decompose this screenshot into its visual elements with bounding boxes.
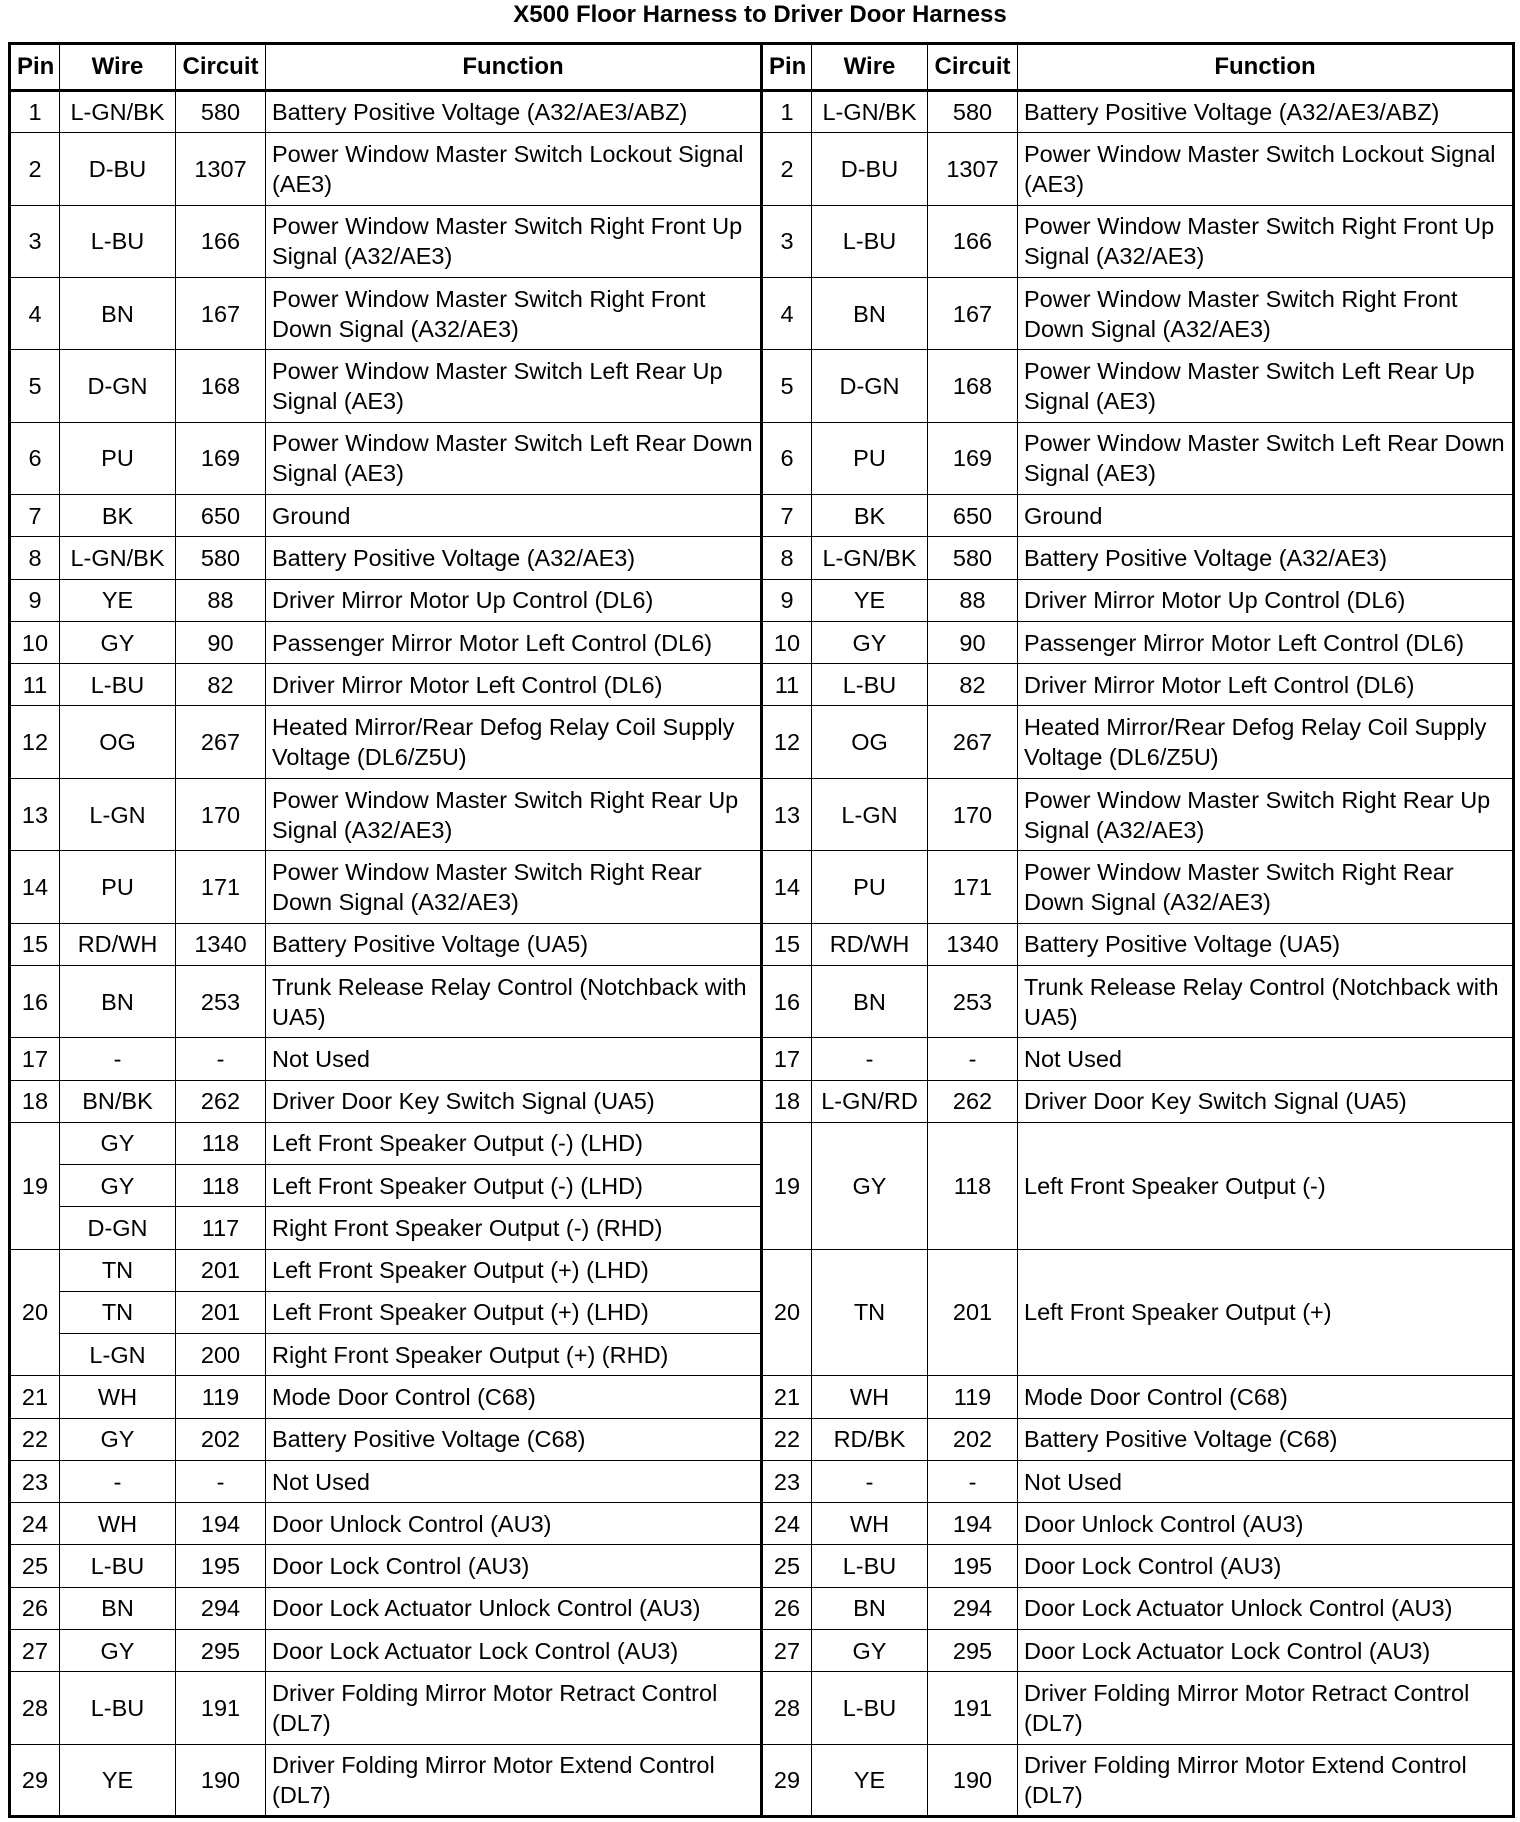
wire-cell: GY	[60, 621, 176, 663]
table-row	[10, 579, 1514, 621]
circuit-cell: 1340	[176, 923, 266, 965]
circuit-cell: -	[176, 1460, 266, 1502]
pin-cell: 19	[10, 1122, 60, 1249]
wire-cell: WH	[60, 1503, 176, 1545]
function-cell: Power Window Master Switch Lockout Signal (AE3)	[1018, 133, 1514, 205]
circuit-cell: 200	[176, 1334, 266, 1376]
function-cell: Door Lock Actuator Lock Control (AU3)	[1018, 1629, 1514, 1671]
wire-cell: TN	[60, 1249, 176, 1291]
function-cell: Power Window Master Switch Right Front Down Signal (A32/AE3)	[266, 278, 762, 350]
wire-cell: -	[812, 1460, 928, 1502]
circuit-cell: 194	[928, 1503, 1018, 1545]
table-row	[10, 1744, 1514, 1816]
circuit-cell: 294	[928, 1587, 1018, 1629]
pin-cell: 9	[10, 579, 60, 621]
circuit-cell: 650	[176, 495, 266, 537]
function-cell: Battery Positive Voltage (C68)	[266, 1418, 762, 1460]
pin-cell: 21	[10, 1376, 60, 1418]
circuit-cell: 650	[928, 495, 1018, 537]
table-row	[10, 91, 1514, 133]
function-cell: Not Used	[266, 1460, 762, 1502]
header-function: Function	[266, 44, 762, 91]
circuit-cell: 169	[176, 422, 266, 494]
header-function: Function	[1018, 44, 1514, 91]
function-cell: Power Window Master Switch Lockout Signal (AE3)	[266, 133, 762, 205]
circuit-cell: 82	[928, 664, 1018, 706]
circuit-cell: 166	[928, 205, 1018, 277]
pin-cell: 8	[10, 537, 60, 579]
circuit-cell: 88	[176, 579, 266, 621]
pin-cell: 22	[10, 1418, 60, 1460]
pin-cell: 1	[762, 91, 812, 133]
pin-cell: 2	[762, 133, 812, 205]
pin-cell: 4	[762, 278, 812, 350]
function-cell: Ground	[266, 495, 762, 537]
wire-cell: BK	[812, 495, 928, 537]
wire-cell: BN	[60, 1587, 176, 1629]
function-cell: Door Lock Control (AU3)	[266, 1545, 762, 1587]
circuit-cell: 201	[176, 1249, 266, 1291]
function-cell: Left Front Speaker Output (+) (LHD)	[266, 1291, 762, 1333]
wire-cell: L-GN/BK	[812, 537, 928, 579]
circuit-cell: 118	[176, 1165, 266, 1207]
function-cell: Left Front Speaker Output (-)	[1018, 1122, 1514, 1249]
wire-cell: D-GN	[60, 350, 176, 422]
table-row	[10, 664, 1514, 706]
circuit-cell: 195	[176, 1545, 266, 1587]
wire-cell: L-GN/BK	[60, 91, 176, 133]
pin-cell: 14	[10, 851, 60, 923]
circuit-cell: 167	[928, 278, 1018, 350]
pin-cell: 23	[762, 1460, 812, 1502]
wire-cell: RD/WH	[812, 923, 928, 965]
table-row	[10, 851, 1514, 923]
function-cell: Driver Door Key Switch Signal (UA5)	[266, 1080, 762, 1122]
circuit-cell: 580	[176, 91, 266, 133]
wire-cell: GY	[812, 1122, 928, 1249]
table-row	[10, 1503, 1514, 1545]
header-circuit: Circuit	[928, 44, 1018, 91]
pin-cell: 10	[10, 621, 60, 663]
header-wire: Wire	[812, 44, 928, 91]
circuit-cell: 295	[176, 1629, 266, 1671]
table-row	[10, 278, 1514, 350]
wire-cell: BN	[812, 1587, 928, 1629]
pin-cell: 12	[762, 706, 812, 778]
table-row	[10, 1376, 1514, 1418]
circuit-cell: 171	[928, 851, 1018, 923]
wire-cell: L-GN	[812, 778, 928, 850]
table-row	[10, 205, 1514, 277]
wire-cell: RD/WH	[60, 923, 176, 965]
wire-cell: GY	[60, 1418, 176, 1460]
circuit-cell: 267	[928, 706, 1018, 778]
pin-cell: 27	[10, 1629, 60, 1671]
table-row	[10, 1460, 1514, 1502]
header-row	[10, 44, 1514, 91]
pin-cell: 5	[10, 350, 60, 422]
function-cell: Battery Positive Voltage (UA5)	[1018, 923, 1514, 965]
table-row	[10, 621, 1514, 663]
circuit-cell: 90	[176, 621, 266, 663]
wire-cell: TN	[812, 1249, 928, 1376]
pin-cell: 26	[762, 1587, 812, 1629]
circuit-cell: 118	[928, 1122, 1018, 1249]
circuit-cell: 1340	[928, 923, 1018, 965]
function-cell: Not Used	[266, 1038, 762, 1080]
wire-cell: L-BU	[812, 1672, 928, 1744]
pin-cell: 25	[10, 1545, 60, 1587]
wire-cell: OG	[812, 706, 928, 778]
function-cell: Driver Door Key Switch Signal (UA5)	[1018, 1080, 1514, 1122]
wire-cell: RD/BK	[812, 1418, 928, 1460]
wire-cell: L-GN/BK	[60, 537, 176, 579]
pin-cell: 6	[762, 422, 812, 494]
function-cell: Not Used	[1018, 1038, 1514, 1080]
circuit-cell: 117	[176, 1207, 266, 1249]
function-cell: Battery Positive Voltage (A32/AE3)	[1018, 537, 1514, 579]
function-cell: Driver Mirror Motor Up Control (DL6)	[1018, 579, 1514, 621]
circuit-cell: 191	[928, 1672, 1018, 1744]
function-cell: Ground	[1018, 495, 1514, 537]
wire-cell: PU	[60, 851, 176, 923]
pin-cell: 29	[10, 1744, 60, 1816]
function-cell: Door Lock Actuator Unlock Control (AU3)	[266, 1587, 762, 1629]
pin-cell: 1	[10, 91, 60, 133]
function-cell: Driver Folding Mirror Motor Extend Control (DL7)	[1018, 1744, 1514, 1816]
function-cell: Power Window Master Switch Left Rear Down Signal (AE3)	[266, 422, 762, 494]
header-pin: Pin	[10, 44, 60, 91]
wire-cell: PU	[812, 851, 928, 923]
wire-cell: BN	[60, 278, 176, 350]
wire-cell: -	[60, 1038, 176, 1080]
function-cell: Power Window Master Switch Right Rear Up Signal (A32/AE3)	[1018, 778, 1514, 850]
wire-cell: WH	[60, 1376, 176, 1418]
circuit-cell: 90	[928, 621, 1018, 663]
wire-cell: D-BU	[60, 133, 176, 205]
function-cell: Right Front Speaker Output (-) (RHD)	[266, 1207, 762, 1249]
circuit-cell: 262	[176, 1080, 266, 1122]
pin-cell: 28	[762, 1672, 812, 1744]
function-cell: Power Window Master Switch Right Rear Down Signal (A32/AE3)	[266, 851, 762, 923]
circuit-cell: 262	[928, 1080, 1018, 1122]
pin-cell: 9	[762, 579, 812, 621]
pin-cell: 28	[10, 1672, 60, 1744]
circuit-cell: 1307	[928, 133, 1018, 205]
function-cell: Door Lock Actuator Unlock Control (AU3)	[1018, 1587, 1514, 1629]
circuit-cell: 294	[176, 1587, 266, 1629]
pin-cell: 14	[762, 851, 812, 923]
table-row	[10, 1587, 1514, 1629]
pin-cell: 2	[10, 133, 60, 205]
table-body	[10, 91, 1514, 1817]
table-row	[10, 1122, 1514, 1164]
wire-cell: L-BU	[812, 205, 928, 277]
pin-cell: 29	[762, 1744, 812, 1816]
function-cell: Left Front Speaker Output (+)	[1018, 1249, 1514, 1376]
wire-cell: L-BU	[812, 1545, 928, 1587]
pin-cell: 23	[10, 1460, 60, 1502]
circuit-cell: 580	[176, 537, 266, 579]
pin-cell: 24	[762, 1503, 812, 1545]
circuit-cell: -	[928, 1460, 1018, 1502]
circuit-cell: 168	[176, 350, 266, 422]
circuit-cell: 253	[176, 965, 266, 1037]
wire-cell: L-GN/RD	[812, 1080, 928, 1122]
wire-cell: L-BU	[60, 1545, 176, 1587]
function-cell: Driver Mirror Motor Left Control (DL6)	[1018, 664, 1514, 706]
pin-cell: 15	[10, 923, 60, 965]
pin-cell: 10	[762, 621, 812, 663]
pin-cell: 20	[762, 1249, 812, 1376]
circuit-cell: 88	[928, 579, 1018, 621]
circuit-cell: 166	[176, 205, 266, 277]
pin-cell: 5	[762, 350, 812, 422]
pin-cell: 18	[10, 1080, 60, 1122]
pin-cell: 6	[10, 422, 60, 494]
wire-cell: YE	[60, 1744, 176, 1816]
function-cell: Door Lock Control (AU3)	[1018, 1545, 1514, 1587]
wire-cell: BN	[812, 278, 928, 350]
circuit-cell: -	[928, 1038, 1018, 1080]
pin-cell: 20	[10, 1249, 60, 1376]
circuit-cell: 170	[176, 778, 266, 850]
function-cell: Passenger Mirror Motor Left Control (DL6)	[1018, 621, 1514, 663]
function-cell: Passenger Mirror Motor Left Control (DL6)	[266, 621, 762, 663]
function-cell: Door Lock Actuator Lock Control (AU3)	[266, 1629, 762, 1671]
circuit-cell: 1307	[176, 133, 266, 205]
function-cell: Left Front Speaker Output (+) (LHD)	[266, 1249, 762, 1291]
pin-cell: 3	[762, 205, 812, 277]
pin-cell: 25	[762, 1545, 812, 1587]
table-row	[10, 706, 1514, 778]
wire-cell: L-BU	[812, 664, 928, 706]
pin-cell: 13	[762, 778, 812, 850]
wire-cell: GY	[60, 1629, 176, 1671]
pin-cell: 27	[762, 1629, 812, 1671]
pin-cell: 22	[762, 1418, 812, 1460]
function-cell: Heated Mirror/Rear Defog Relay Coil Supply Voltage (DL6/Z5U)	[266, 706, 762, 778]
function-cell: Not Used	[1018, 1460, 1514, 1502]
function-cell: Battery Positive Voltage (UA5)	[266, 923, 762, 965]
wire-cell: -	[60, 1460, 176, 1502]
wire-cell: WH	[812, 1376, 928, 1418]
circuit-cell: -	[176, 1038, 266, 1080]
function-cell: Power Window Master Switch Right Front Down Signal (A32/AE3)	[1018, 278, 1514, 350]
circuit-cell: 202	[176, 1418, 266, 1460]
wire-cell: L-BU	[60, 664, 176, 706]
function-cell: Battery Positive Voltage (A32/AE3/ABZ)	[266, 91, 762, 133]
table-row	[10, 1629, 1514, 1671]
circuit-cell: 119	[928, 1376, 1018, 1418]
wire-cell: OG	[60, 706, 176, 778]
wire-cell: PU	[60, 422, 176, 494]
circuit-cell: 119	[176, 1376, 266, 1418]
pin-cell: 8	[762, 537, 812, 579]
function-cell: Battery Positive Voltage (A32/AE3)	[266, 537, 762, 579]
header-pin: Pin	[762, 44, 812, 91]
pin-cell: 4	[10, 278, 60, 350]
table-row	[10, 133, 1514, 205]
wire-cell: PU	[812, 422, 928, 494]
circuit-cell: 201	[928, 1249, 1018, 1376]
function-cell: Heated Mirror/Rear Defog Relay Coil Supply Voltage (DL6/Z5U)	[1018, 706, 1514, 778]
pin-cell: 24	[10, 1503, 60, 1545]
wire-cell: GY	[60, 1165, 176, 1207]
pin-cell: 7	[762, 495, 812, 537]
wire-cell: D-GN	[812, 350, 928, 422]
table-row	[10, 1249, 1514, 1291]
wire-cell: L-GN/BK	[812, 91, 928, 133]
wire-cell: TN	[60, 1291, 176, 1333]
function-cell: Power Window Master Switch Left Rear Up Signal (AE3)	[266, 350, 762, 422]
circuit-cell: 195	[928, 1545, 1018, 1587]
circuit-cell: 267	[176, 706, 266, 778]
pin-cell: 21	[762, 1376, 812, 1418]
wire-cell: BN	[60, 965, 176, 1037]
pin-cell: 16	[10, 965, 60, 1037]
function-cell: Battery Positive Voltage (C68)	[1018, 1418, 1514, 1460]
circuit-cell: 253	[928, 965, 1018, 1037]
table-row	[10, 1080, 1514, 1122]
page-title: X500 Floor Harness to Driver Door Harness	[513, 1, 1007, 28]
wire-cell: YE	[812, 1744, 928, 1816]
circuit-cell: 580	[928, 91, 1018, 133]
circuit-cell: 118	[176, 1122, 266, 1164]
table-row	[10, 422, 1514, 494]
header-circuit: Circuit	[176, 44, 266, 91]
pin-cell: 26	[10, 1587, 60, 1629]
connector-table	[8, 42, 1515, 1818]
header-wire: Wire	[60, 44, 176, 91]
wire-cell: GY	[60, 1122, 176, 1164]
table-row	[10, 965, 1514, 1037]
function-cell: Mode Door Control (C68)	[266, 1376, 762, 1418]
circuit-cell: 190	[928, 1744, 1018, 1816]
function-cell: Power Window Master Switch Right Front Up Signal (A32/AE3)	[266, 205, 762, 277]
function-cell: Trunk Release Relay Control (Notchback with UA5)	[266, 965, 762, 1037]
wire-cell: D-BU	[812, 133, 928, 205]
wire-cell: GY	[812, 621, 928, 663]
circuit-cell: 295	[928, 1629, 1018, 1671]
circuit-cell: 202	[928, 1418, 1018, 1460]
pin-cell: 15	[762, 923, 812, 965]
function-cell: Mode Door Control (C68)	[1018, 1376, 1514, 1418]
circuit-cell: 170	[928, 778, 1018, 850]
pin-cell: 11	[762, 664, 812, 706]
wire-cell: -	[812, 1038, 928, 1080]
pin-cell: 3	[10, 205, 60, 277]
circuit-cell: 580	[928, 537, 1018, 579]
wire-cell: L-GN	[60, 778, 176, 850]
function-cell: Driver Mirror Motor Up Control (DL6)	[266, 579, 762, 621]
pin-cell: 12	[10, 706, 60, 778]
pin-cell: 18	[762, 1080, 812, 1122]
circuit-cell: 194	[176, 1503, 266, 1545]
wire-cell: L-BU	[60, 1672, 176, 1744]
table-row	[10, 495, 1514, 537]
table-row	[10, 537, 1514, 579]
wire-cell: WH	[812, 1503, 928, 1545]
pin-cell: 7	[10, 495, 60, 537]
function-cell: Power Window Master Switch Right Front Up Signal (A32/AE3)	[1018, 205, 1514, 277]
function-cell: Power Window Master Switch Right Rear Down Signal (A32/AE3)	[1018, 851, 1514, 923]
pin-cell: 17	[10, 1038, 60, 1080]
circuit-cell: 201	[176, 1291, 266, 1333]
wire-cell: YE	[60, 579, 176, 621]
function-cell: Left Front Speaker Output (-) (LHD)	[266, 1122, 762, 1164]
function-cell: Power Window Master Switch Right Rear Up Signal (A32/AE3)	[266, 778, 762, 850]
function-cell: Door Unlock Control (AU3)	[1018, 1503, 1514, 1545]
circuit-cell: 167	[176, 278, 266, 350]
table-row	[10, 350, 1514, 422]
function-cell: Driver Folding Mirror Motor Retract Control (DL7)	[266, 1672, 762, 1744]
table-row	[10, 1672, 1514, 1744]
table-row	[10, 923, 1514, 965]
function-cell: Driver Folding Mirror Motor Extend Control (DL7)	[266, 1744, 762, 1816]
function-cell: Driver Mirror Motor Left Control (DL6)	[266, 664, 762, 706]
pin-cell: 16	[762, 965, 812, 1037]
pin-cell: 13	[10, 778, 60, 850]
function-cell: Door Unlock Control (AU3)	[266, 1503, 762, 1545]
circuit-cell: 191	[176, 1672, 266, 1744]
table-row	[10, 1038, 1514, 1080]
function-cell: Right Front Speaker Output (+) (RHD)	[266, 1334, 762, 1376]
wire-cell: BN	[812, 965, 928, 1037]
circuit-cell: 171	[176, 851, 266, 923]
pin-cell: 11	[10, 664, 60, 706]
wire-cell: L-BU	[60, 205, 176, 277]
wire-cell: BN/BK	[60, 1080, 176, 1122]
function-cell: Driver Folding Mirror Motor Retract Control (DL7)	[1018, 1672, 1514, 1744]
wire-cell: L-GN	[60, 1334, 176, 1376]
wire-cell: BK	[60, 495, 176, 537]
table-row	[10, 778, 1514, 850]
pin-cell: 19	[762, 1122, 812, 1249]
function-cell: Left Front Speaker Output (-) (LHD)	[266, 1165, 762, 1207]
circuit-cell: 168	[928, 350, 1018, 422]
table-row	[10, 1418, 1514, 1460]
circuit-cell: 82	[176, 664, 266, 706]
wire-cell: D-GN	[60, 1207, 176, 1249]
wire-cell: GY	[812, 1629, 928, 1671]
function-cell: Battery Positive Voltage (A32/AE3/ABZ)	[1018, 91, 1514, 133]
circuit-cell: 169	[928, 422, 1018, 494]
wire-cell: YE	[812, 579, 928, 621]
pin-cell: 17	[762, 1038, 812, 1080]
function-cell: Power Window Master Switch Left Rear Down Signal (AE3)	[1018, 422, 1514, 494]
circuit-cell: 190	[176, 1744, 266, 1816]
function-cell: Power Window Master Switch Left Rear Up Signal (AE3)	[1018, 350, 1514, 422]
table-row	[10, 1545, 1514, 1587]
function-cell: Trunk Release Relay Control (Notchback with UA5)	[1018, 965, 1514, 1037]
